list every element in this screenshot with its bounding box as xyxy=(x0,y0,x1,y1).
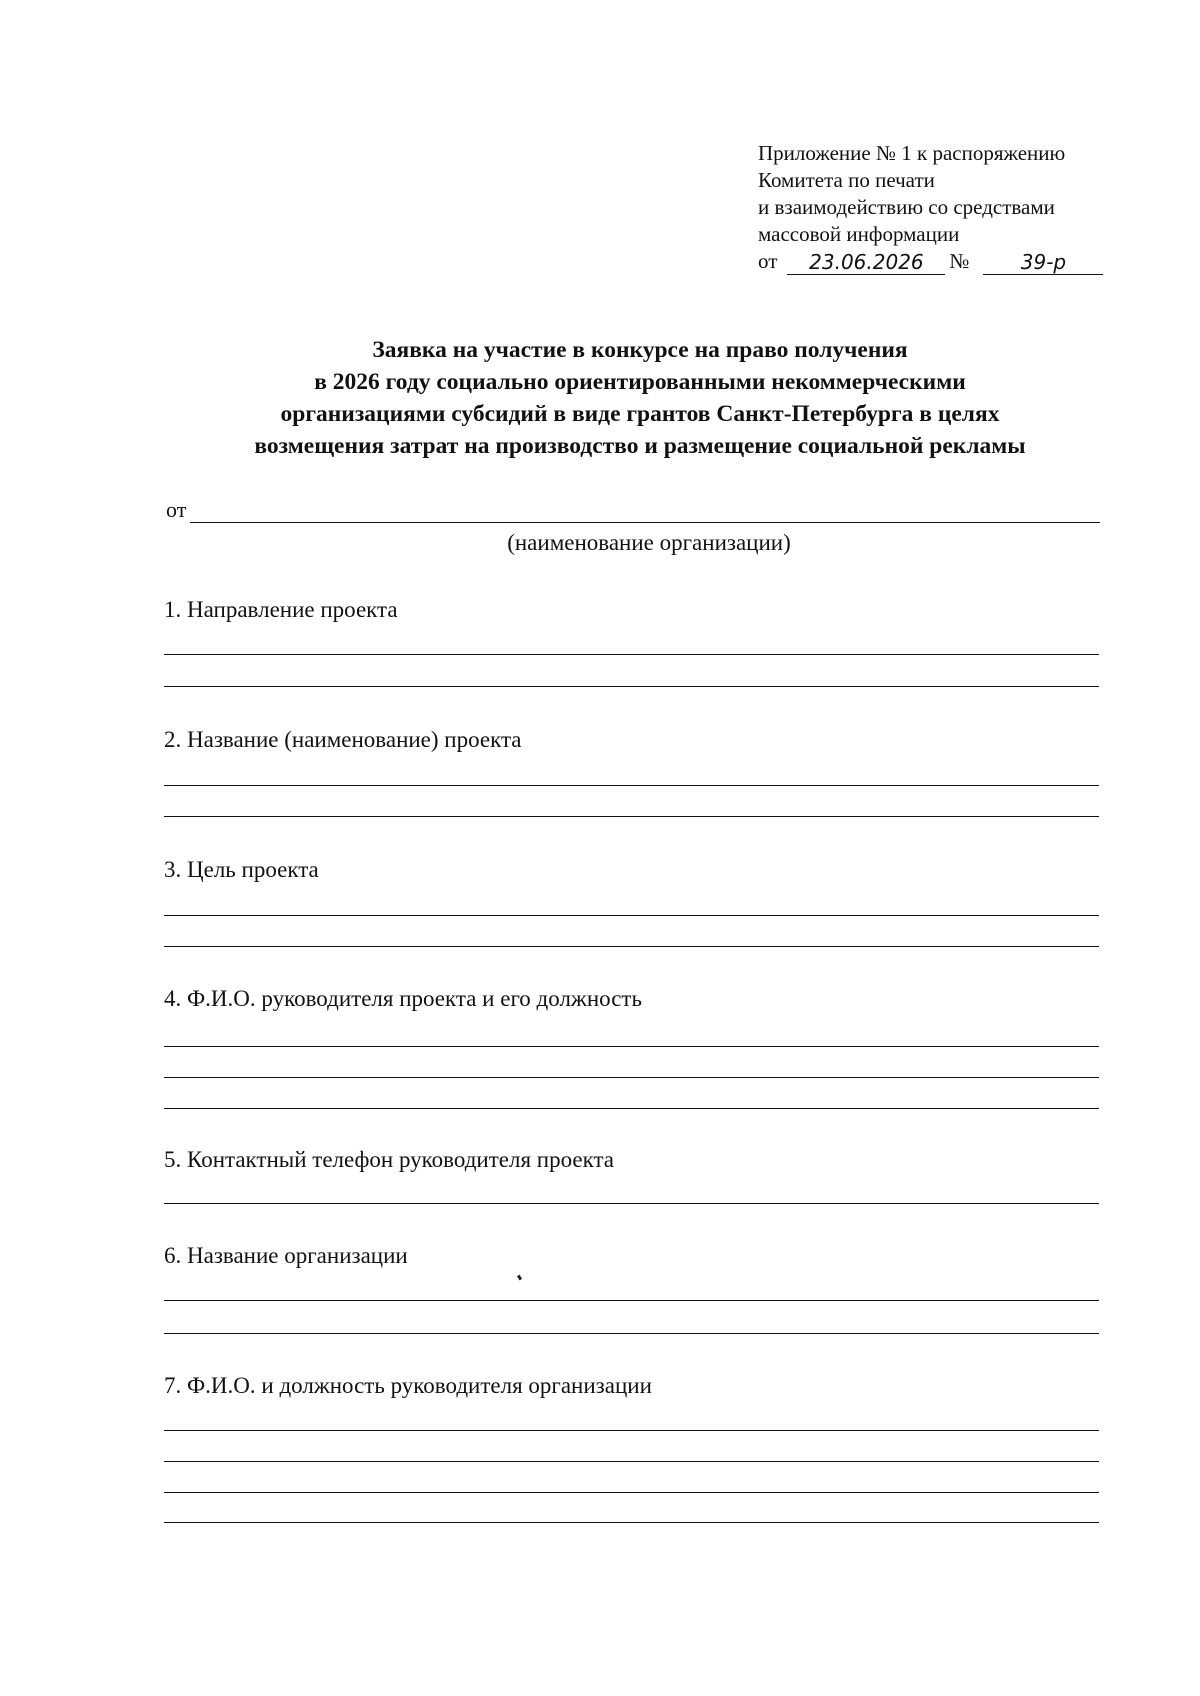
organization-field xyxy=(166,496,1100,523)
title-line-2: в 2026 году социально ориентированными некоммерческими xyxy=(314,369,966,395)
appendix-date-row xyxy=(758,248,1103,275)
answer-line[interactable] xyxy=(164,1333,1099,1334)
answer-rule xyxy=(164,654,1099,655)
title-line-4: возмещения затрат на производство и размещение социальной рекламы xyxy=(254,433,1026,459)
answer-line[interactable] xyxy=(164,654,1099,655)
answer-rule xyxy=(164,1333,1099,1334)
appendix-line-2: Комитета по печати xyxy=(758,168,935,192)
section-label: 7. Ф.И.О. и должность руководителя организации xyxy=(164,1373,652,1398)
section-1 xyxy=(164,596,1099,624)
handwritten-date: 23.06.2026 xyxy=(787,251,945,275)
section-7 xyxy=(164,1372,1099,1400)
section-4 xyxy=(164,985,1099,1013)
answer-line[interactable] xyxy=(164,1046,1099,1047)
section-2 xyxy=(164,726,1099,754)
document-title xyxy=(120,334,1160,462)
organization-name-line[interactable] xyxy=(190,496,1100,523)
section-label: 2. Название (наименование) проекта xyxy=(164,727,522,752)
answer-line[interactable] xyxy=(164,1108,1099,1109)
answer-line[interactable] xyxy=(164,1077,1099,1078)
answer-rule xyxy=(164,915,1099,916)
answer-rule xyxy=(164,1430,1099,1431)
answer-rule xyxy=(164,1108,1099,1109)
title-line-1: Заявка на участие в конкурсе на право получения xyxy=(372,337,908,363)
answer-rule xyxy=(164,1203,1099,1204)
answer-rule xyxy=(164,1461,1099,1462)
scan-speck xyxy=(517,1275,522,1281)
answer-rule xyxy=(164,686,1099,687)
section-label: 4. Ф.И.О. руководителя проекта и его должность xyxy=(164,986,642,1011)
organization-caption: (наименование организации) xyxy=(507,530,791,555)
from-label: от xyxy=(166,497,187,522)
answer-rule xyxy=(164,1077,1099,1078)
section-label: 5. Контактный телефон руководителя проекта xyxy=(164,1147,615,1172)
section-label: 6. Название организации xyxy=(164,1243,408,1268)
answer-line[interactable] xyxy=(164,1492,1099,1493)
number-sign: № xyxy=(949,249,970,273)
answer-line[interactable] xyxy=(164,915,1099,916)
section-label: 3. Цель проекта xyxy=(164,857,319,882)
answer-rule xyxy=(164,1522,1099,1523)
answer-rule xyxy=(164,816,1099,817)
answer-line[interactable] xyxy=(164,946,1099,947)
appendix-line-3: и взаимодействию со средствами xyxy=(758,195,1055,219)
answer-line[interactable] xyxy=(164,1430,1099,1431)
answer-rule xyxy=(164,1492,1099,1493)
answer-line[interactable] xyxy=(164,816,1099,817)
handwritten-number: 39-р xyxy=(983,251,1103,275)
section-label: 1. Направление проекта xyxy=(164,597,398,622)
appendix-line-4: массовой информации xyxy=(758,222,960,246)
section-6 xyxy=(164,1242,1099,1270)
title-line-3: организациями субсидий в виде грантов Санкт-Петербурга в целях xyxy=(280,401,1000,427)
answer-rule xyxy=(164,1046,1099,1047)
appendix-line-1: Приложение № 1 к распоряжению xyxy=(758,141,1066,165)
section-5 xyxy=(164,1146,1099,1174)
answer-line[interactable] xyxy=(164,1522,1099,1523)
answer-line[interactable] xyxy=(164,785,1099,786)
section-3 xyxy=(164,856,1099,884)
answer-rule xyxy=(164,1300,1099,1301)
answer-line[interactable] xyxy=(164,1461,1099,1462)
answer-rule xyxy=(164,785,1099,786)
answer-rule xyxy=(164,946,1099,947)
answer-line[interactable] xyxy=(164,1300,1099,1301)
answer-line[interactable] xyxy=(164,1203,1099,1204)
answer-line[interactable] xyxy=(164,686,1099,687)
date-prefix: от xyxy=(758,249,778,273)
appendix-note xyxy=(758,140,1103,275)
